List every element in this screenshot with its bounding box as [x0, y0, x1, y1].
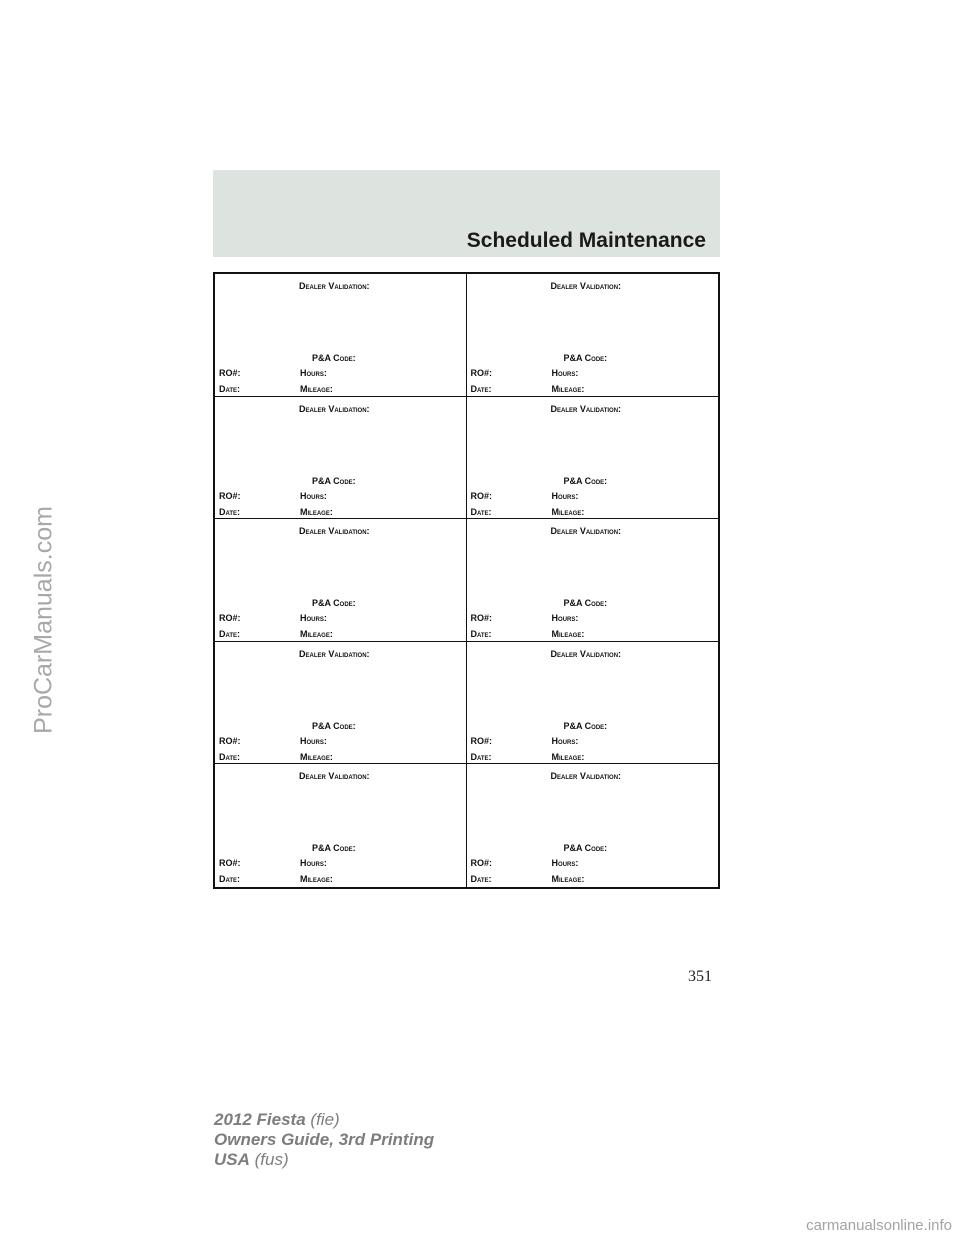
date-label: Date:: [219, 384, 241, 394]
hours-label: Hours:: [300, 368, 327, 378]
pa-code-label: P&A Code:: [312, 353, 356, 363]
footer-edition-info: [214, 1110, 434, 1170]
side-watermark: ProCarManuals.com: [29, 506, 58, 734]
ro-number-label: RO#:: [219, 613, 241, 624]
pa-code-label: P&A Code:: [563, 353, 608, 363]
ro-number-label: RO#:: [470, 490, 493, 501]
mileage-label: Mileage:: [300, 874, 333, 885]
footer-line-3: [214, 1150, 434, 1170]
hours-label: Hours:: [551, 613, 579, 624]
dealer-validation-label: Dealer Validation:: [550, 526, 622, 537]
mileage-label: Mileage:: [551, 629, 585, 640]
hours-label: Hours:: [300, 858, 327, 869]
pa-code-label: P&A Code:: [312, 720, 356, 731]
hours-label: Hours:: [551, 490, 579, 501]
date-label: Date:: [470, 506, 492, 517]
dealer-validation-label: Dealer Validation:: [299, 403, 370, 414]
mileage-label: Mileage:: [551, 874, 585, 885]
hours-label: Hours:: [551, 368, 579, 378]
pa-code-label: P&A Code:: [563, 843, 608, 854]
date-label: Date:: [219, 874, 241, 885]
ro-number-label: RO#:: [219, 858, 241, 869]
footer-line-2: Owners Guide, 3rd Printing: [214, 1130, 435, 1149]
mileage-label: Mileage:: [300, 629, 333, 640]
hours-label: Hours:: [300, 613, 327, 624]
dealer-validation-label: Dealer Validation:: [299, 648, 370, 659]
mileage-label: Mileage:: [551, 506, 585, 517]
footer-market: USA: [214, 1150, 250, 1169]
footer-market-code: (fus): [249, 1150, 289, 1169]
section-title: Scheduled Maintenance: [466, 229, 706, 252]
maintenance-record-cell: [467, 274, 719, 397]
pa-code-label: P&A Code:: [312, 475, 356, 486]
pa-code-label: P&A Code:: [563, 598, 608, 609]
page-number: 351: [688, 968, 712, 985]
dealer-validation-label: Dealer Validation:: [299, 771, 370, 782]
footer-model-code: (fie): [305, 1110, 340, 1129]
date-label: Date:: [219, 629, 241, 640]
date-label: Date:: [470, 751, 492, 762]
dealer-validation-label: Dealer Validation:: [550, 403, 622, 414]
maintenance-record-cell: [467, 397, 719, 520]
maintenance-record-cell: [215, 274, 467, 397]
dealer-validation-label: Dealer Validation:: [299, 281, 370, 291]
date-label: Date:: [219, 506, 241, 517]
maintenance-record-grid: [213, 272, 720, 889]
dealer-validation-label: Dealer Validation:: [550, 281, 622, 291]
ro-number-label: RO#:: [470, 368, 493, 378]
maintenance-record-cell: [215, 397, 467, 520]
date-label: Date:: [219, 751, 241, 762]
pa-code-label: P&A Code:: [563, 475, 608, 486]
hours-label: Hours:: [551, 858, 579, 869]
hours-label: Hours:: [300, 490, 327, 501]
maintenance-record-cell: [467, 764, 719, 887]
dealer-validation-label: Dealer Validation:: [550, 771, 622, 782]
pa-code-label: P&A Code:: [312, 598, 356, 609]
maintenance-record-cell: [467, 642, 719, 765]
bottom-watermark: carmanualsonline.info: [806, 1217, 952, 1234]
mileage-label: Mileage:: [300, 751, 333, 762]
ro-number-label: RO#:: [219, 735, 241, 746]
dealer-validation-label: Dealer Validation:: [550, 648, 622, 659]
maintenance-record-cell: [215, 519, 467, 642]
ro-number-label: RO#:: [470, 858, 493, 869]
date-label: Date:: [470, 874, 492, 885]
section-header-band: [213, 170, 720, 257]
hours-label: Hours:: [551, 735, 579, 746]
dealer-validation-label: Dealer Validation:: [299, 526, 370, 537]
ro-number-label: RO#:: [219, 368, 241, 378]
date-label: Date:: [470, 629, 492, 640]
mileage-label: Mileage:: [551, 751, 585, 762]
date-label: Date:: [470, 384, 492, 394]
footer-line-1: [214, 1110, 434, 1130]
maintenance-record-cell: [467, 519, 719, 642]
footer-model: 2012 Fiesta: [214, 1110, 306, 1129]
maintenance-record-cell: [215, 642, 467, 765]
mileage-label: Mileage:: [551, 384, 585, 394]
pa-code-label: P&A Code:: [563, 720, 608, 731]
hours-label: Hours:: [300, 735, 327, 746]
ro-number-label: RO#:: [219, 490, 241, 501]
ro-number-label: RO#:: [470, 613, 493, 624]
maintenance-record-cell: [215, 764, 467, 887]
mileage-label: Mileage:: [300, 506, 333, 517]
pa-code-label: P&A Code:: [312, 843, 356, 854]
mileage-label: Mileage:: [300, 384, 333, 394]
ro-number-label: RO#:: [470, 735, 493, 746]
